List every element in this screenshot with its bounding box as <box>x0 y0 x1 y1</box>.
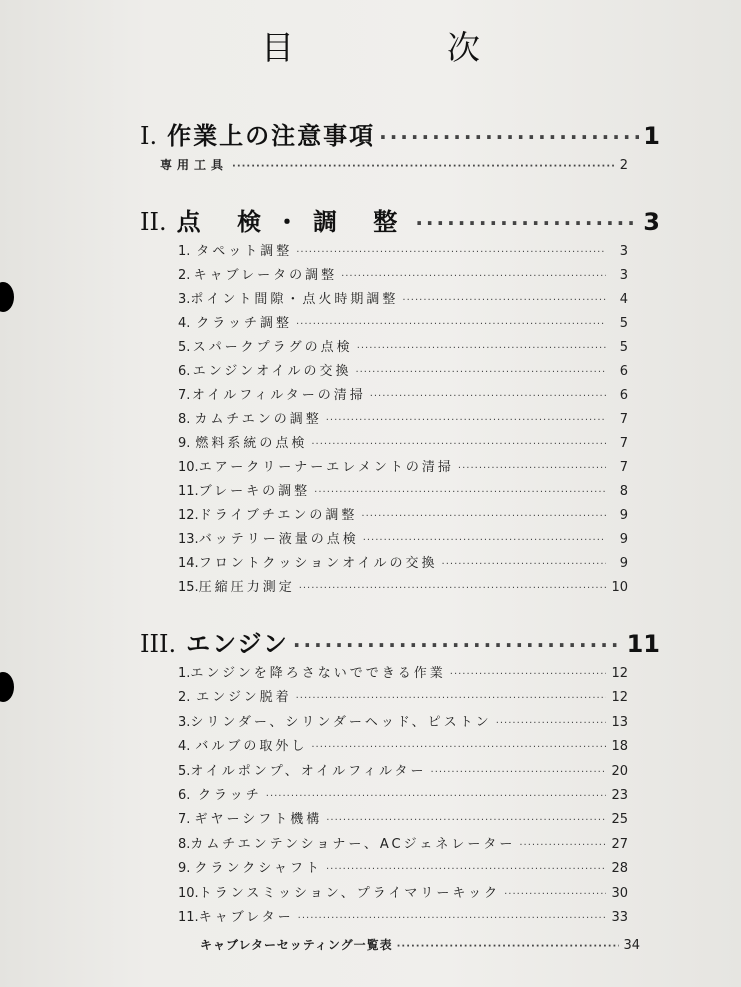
toc-item <box>178 360 628 379</box>
item-label: オイルポンプ、オイルフィルター <box>190 763 427 779</box>
toc-item <box>178 784 628 803</box>
binder-hole-bottom <box>0 672 14 702</box>
section-page: 11 <box>626 630 660 658</box>
leader-dots <box>363 535 606 546</box>
toc-item <box>178 552 628 571</box>
leader-dots <box>326 815 606 826</box>
item-label: ドライブチエンの調整 <box>198 508 358 523</box>
item-label: エンジンを降ろさないでできる作業 <box>190 666 446 681</box>
leader-dots <box>402 295 606 306</box>
toc-subitem <box>160 156 628 173</box>
item-number: 15. <box>178 580 199 595</box>
item-number: 7. <box>178 388 191 403</box>
toc-item <box>178 312 628 331</box>
item-label: クラッチ調整 <box>196 316 292 331</box>
toc-item <box>178 808 628 827</box>
item-label: エンジン脱着 <box>196 690 292 706</box>
section-title: エンジン <box>186 630 289 658</box>
item-label: キャブレター <box>198 910 294 925</box>
item-label: カムチエンテンショナー、ACジェネレーター <box>190 836 516 852</box>
item-label: タペット調整 <box>196 244 293 259</box>
item-label: キャブレータの調整 <box>193 268 338 283</box>
leader-dots <box>496 718 606 729</box>
toc-item <box>178 882 628 901</box>
binder-hole-top <box>0 282 14 312</box>
item-label: カムチエンの調整 <box>194 412 322 427</box>
item-page: 18 <box>611 739 628 755</box>
item-number: 5. <box>178 340 191 355</box>
item-page: 9 <box>619 508 628 523</box>
toc-item <box>178 336 628 355</box>
leader-dots <box>266 791 606 802</box>
item-number: 5. <box>178 763 191 779</box>
item-label: ブレーキの調整 <box>198 484 311 499</box>
item-number: 11. <box>178 484 199 499</box>
toc-item <box>178 504 628 523</box>
leader-dots <box>311 742 606 753</box>
section-roman: III. <box>140 630 177 658</box>
item-page: 28 <box>611 861 628 877</box>
toc-item <box>178 857 628 876</box>
item-number: 9. <box>178 436 191 451</box>
item-page: 12 <box>611 690 628 706</box>
item-number: 10. <box>178 460 199 475</box>
section-page: 1 <box>643 122 660 150</box>
toc-item <box>178 456 628 475</box>
leader-dots <box>370 391 606 402</box>
item-label: ポイント間隙・点火時期調整 <box>190 292 399 307</box>
toc-item <box>178 384 628 403</box>
leader-dots <box>293 633 623 657</box>
item-label: フロントクッションオイルの交換 <box>198 556 438 571</box>
toc-item <box>178 288 628 307</box>
item-number: 4. <box>178 739 191 755</box>
item-label: エンジンオイルの交換 <box>192 364 352 379</box>
toc-subitem <box>200 936 640 953</box>
leader-dots <box>361 511 606 522</box>
section-title: 点 検・調 整 <box>176 208 412 236</box>
toc-item <box>178 264 628 283</box>
subitem-label: 専用工具 <box>160 158 229 172</box>
leader-dots <box>299 583 606 594</box>
item-page: 12 <box>611 666 628 681</box>
item-page: 9 <box>619 556 628 571</box>
item-label: 圧縮圧力測定 <box>198 580 295 595</box>
item-label: バッテリー液量の点検 <box>198 532 359 547</box>
item-page: 30 <box>611 885 628 901</box>
item-page: 13 <box>611 714 628 730</box>
item-number: 6. <box>178 788 191 803</box>
leader-dots <box>519 840 606 851</box>
item-page: 27 <box>611 836 628 852</box>
toc-section-1 <box>140 116 660 151</box>
item-page: 10 <box>611 580 628 595</box>
toc-item <box>178 480 628 499</box>
subitem-page: 2 <box>619 158 628 173</box>
item-number: 7. <box>178 812 191 828</box>
leader-dots <box>326 864 606 875</box>
item-number: 3. <box>178 292 191 307</box>
item-label: オイルフィルターの清掃 <box>191 388 366 403</box>
toc-item <box>178 408 628 427</box>
toc-item <box>178 528 628 547</box>
toc-item <box>178 240 628 259</box>
item-page: 3 <box>619 268 628 283</box>
section-roman: I. <box>140 122 158 150</box>
section-roman: II. <box>140 208 167 236</box>
item-label: スパークプラグの点検 <box>192 340 353 355</box>
leader-dots <box>296 319 606 330</box>
leader-dots <box>326 415 606 426</box>
item-page: 20 <box>611 763 628 779</box>
leader-dots <box>442 559 606 570</box>
item-page: 6 <box>619 388 628 403</box>
item-label: シリンダー、シリンダーヘッド、ピストン <box>190 714 492 730</box>
item-number: 10. <box>178 885 199 901</box>
leader-dots <box>431 767 606 778</box>
leader-dots <box>232 161 616 172</box>
item-label: ギヤーシフト機構 <box>194 812 323 828</box>
toc-item <box>178 760 628 779</box>
item-number: 8. <box>178 836 191 852</box>
item-label: エアークリーナーエレメントの清掃 <box>198 460 454 475</box>
item-number: 14. <box>178 556 199 571</box>
item-label: クラッチ <box>198 788 262 803</box>
toc-item <box>178 686 628 705</box>
leader-dots <box>296 693 606 704</box>
item-page: 4 <box>619 292 628 307</box>
leader-dots <box>415 211 639 235</box>
item-page: 5 <box>619 340 628 355</box>
item-number: 2. <box>178 690 191 706</box>
leader-dots <box>298 913 606 924</box>
item-number: 13. <box>178 532 199 547</box>
item-page: 6 <box>619 364 628 379</box>
leader-dots <box>357 343 606 354</box>
item-label: クランクシャフト <box>194 861 322 877</box>
item-number: 1. <box>178 666 191 681</box>
item-page: 9 <box>619 532 628 547</box>
item-number: 9. <box>178 861 191 877</box>
item-page: 25 <box>611 812 628 828</box>
toc-item <box>178 662 628 681</box>
item-number: 2. <box>178 268 191 283</box>
leader-dots <box>311 439 606 450</box>
item-number: 1. <box>178 244 191 259</box>
toc-item <box>178 711 628 730</box>
section-title: 作業上の注意事項 <box>167 122 376 150</box>
item-page: 7 <box>619 412 628 427</box>
toc-item <box>178 576 628 595</box>
subitem-label: キャブレターセッティング一覧表 <box>200 938 393 952</box>
toc-item <box>178 833 628 852</box>
leader-dots <box>458 463 606 474</box>
item-page: 23 <box>611 788 628 803</box>
toc-item <box>178 906 628 925</box>
leader-dots <box>379 125 639 149</box>
item-number: 12. <box>178 508 199 523</box>
leader-dots <box>450 669 606 680</box>
toc-section-3 <box>140 624 660 659</box>
item-label: バルブの取外し <box>195 739 308 755</box>
item-number: 6. <box>178 364 191 379</box>
item-number: 11. <box>178 910 199 925</box>
item-number: 4. <box>178 316 191 331</box>
leader-dots <box>296 247 606 258</box>
page-title: 目 次 <box>261 28 540 67</box>
toc-section-2 <box>140 202 660 237</box>
subitem-page: 34 <box>623 938 640 953</box>
item-page: 7 <box>619 436 628 451</box>
item-number: 3. <box>178 714 191 730</box>
item-page: 3 <box>619 244 628 259</box>
item-page: 7 <box>619 460 628 475</box>
toc-item <box>178 432 628 451</box>
item-number: 8. <box>178 412 191 427</box>
leader-dots <box>314 487 606 498</box>
leader-dots <box>504 889 606 900</box>
item-label: 燃料系統の点検 <box>195 436 308 451</box>
leader-dots <box>341 271 606 282</box>
leader-dots <box>355 367 606 378</box>
item-page: 33 <box>611 910 628 925</box>
item-label: トランスミッション、プライマリーキック <box>198 885 501 901</box>
item-page: 5 <box>619 316 628 331</box>
leader-dots <box>397 941 620 952</box>
item-page: 8 <box>619 484 628 499</box>
toc-item <box>178 735 628 754</box>
section-page: 3 <box>643 208 660 236</box>
